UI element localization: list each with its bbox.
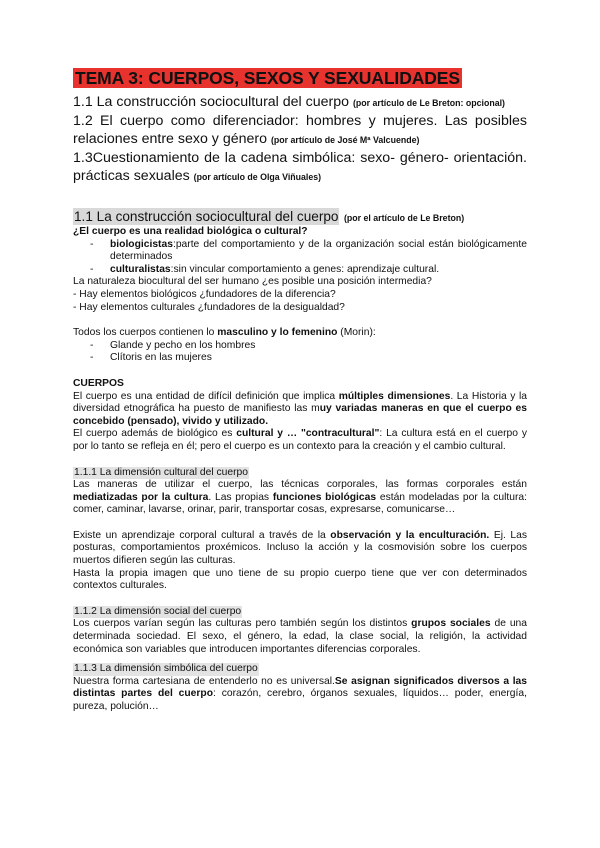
toc-item-2 [73,112,527,149]
paragraph [73,327,527,340]
text: Las maneras de utilizar el cuerpo, las técnicas corporales, las formas corporales están [73,479,527,491]
toc-item-text: 1.3Cuestionamiento de la cadena simbólica: sexo- género- orientación. prácticas sexuales [73,150,527,184]
document-page [73,68,527,714]
toc-item-ref: (por artículo de Olga Viñuales) [193,172,322,182]
term: biologicistas [110,238,173,250]
subsection-heading: 1.1.3 La dimensión simbólica del cuerpo [74,663,258,675]
section-heading-ref: (por el artículo de Le Breton) [343,213,465,223]
paragraph [73,676,527,714]
positions-list [73,239,527,277]
section-heading [73,208,527,226]
toc-item-1 [73,93,527,112]
text: Los cuerpos varían según las culturas pero también según los distintos [73,618,412,630]
term: culturalistas [110,263,171,275]
paragraph [73,391,527,429]
toc-item-3 [73,149,527,186]
text: El cuerpo es una entidad de difícil definición que implica [73,390,339,402]
bold-text: observación y la enculturación. [330,529,490,541]
text: Todos los cuerpos contienen lo [73,327,218,339]
text: . La Historia y la diversidad etnográfica ha puesto de manifiesto las m [73,390,527,415]
term-text: :sin vincular comportamiento a genes: aprendizaje cultural. [170,263,440,275]
paragraph: Hasta la propia imagen que uno tiene de su propio cuerpo tiene que ver con determinados contextos culturales. [73,567,527,592]
bold-text: uy variadas maneras en que el cuerpo es concebido (pensado), vivido y utilizado. [73,403,527,427]
text: . Las propias [208,491,273,503]
toc-item-text: 1.1 La construcción sociocultural del cuerpo [73,94,350,110]
paragraph: La naturaleza biocultural del ser humano ¿es posible una posición intermedia? [73,276,432,288]
text: : La cultura está en el cuerpo y por lo tanto se refleja en él; pero el cuerpo es un contexto para la creación y el cambio cultural. [73,428,527,452]
text: (Morin): [337,327,376,339]
toc-item-text: 1.2 El cuerpo como diferenciador: hombres y mujeres. Las posibles relaciones entre sexo y género [73,113,527,147]
paragraph [73,479,527,517]
morin-list [73,340,527,365]
term-text: :parte del comportamiento y de la organización social están biológicamente determinados [110,238,527,263]
bold-text: múltiples dimensiones [338,390,451,402]
bold-text: mediatizadas por la cultura [73,491,209,503]
paragraph [73,428,527,453]
text: Nuestra forma cartesiana de entenderlo no es universal. [73,675,335,687]
bold-text: funciones biológicas [272,491,377,503]
text: de una determinada sociedad. El sexo, el género, la edad, la clase social, la religión, la actividad económica son variables que introducen importantes diferencias corporales. [73,618,528,655]
bold-text: Se asignan significados diversos a las distintas partes del cuerpo [73,675,528,700]
subsection-heading: 1.1.1 La dimensión cultural del cuerpo [74,466,249,478]
paragraph: - Hay elementos culturales ¿fundadores de la desigualdad? [73,301,345,313]
bold-text: masculino y lo femenino [217,327,338,339]
question-heading: ¿El cuerpo es una realidad biológica o cultural? [73,226,308,237]
document-title: TEMA 3: CUERPOS, SEXOS Y SEXUALIDADES [75,68,460,88]
cuerpos-heading: CUERPOS [73,377,124,389]
text: Ej. Las posturas, comportamientos proxémicos. Incluso la acción y la cosmovisión sobre los cuerpos muertos difieren según las culturas. [73,529,528,567]
bold-text: grupos sociales [411,618,491,630]
list-item: - Glande y pecho en los hombres [90,340,527,353]
paragraph [73,618,527,656]
list-item: - Clítoris en las mujeres [90,352,527,365]
paragraph [73,530,527,568]
section-heading-text: 1.1 La construcción sociocultural del cuerpo [74,209,339,224]
text: Existe un aprendizaje corporal cultural a través de la [73,529,331,541]
list-item [90,239,527,264]
subsection-heading: 1.1.2 La dimensión social del cuerpo [74,605,242,617]
text: : corazón, cerebro, órganos sexuales, líquidos… poder, energía, pureza, polución… [73,688,527,712]
toc-item-ref: (por artículo de Le Breton: opcional) [352,98,505,108]
table-of-contents [73,93,527,186]
paragraph: - Hay elementos biológicos ¿fundadores de la diferencia? [73,288,336,300]
bold-text: cultural y … "contracultural" [236,428,380,440]
text: El cuerpo además de biológico es [73,428,237,440]
toc-item-ref: (por artículo de José Mª Valcuende) [270,135,420,145]
section-body [73,226,527,714]
text: están modeladas por la cultura: comer, caminar, lavarse, orinar, parir, transportar cosas, expresarse, comunicarse… [73,491,527,516]
list-item [90,264,527,277]
